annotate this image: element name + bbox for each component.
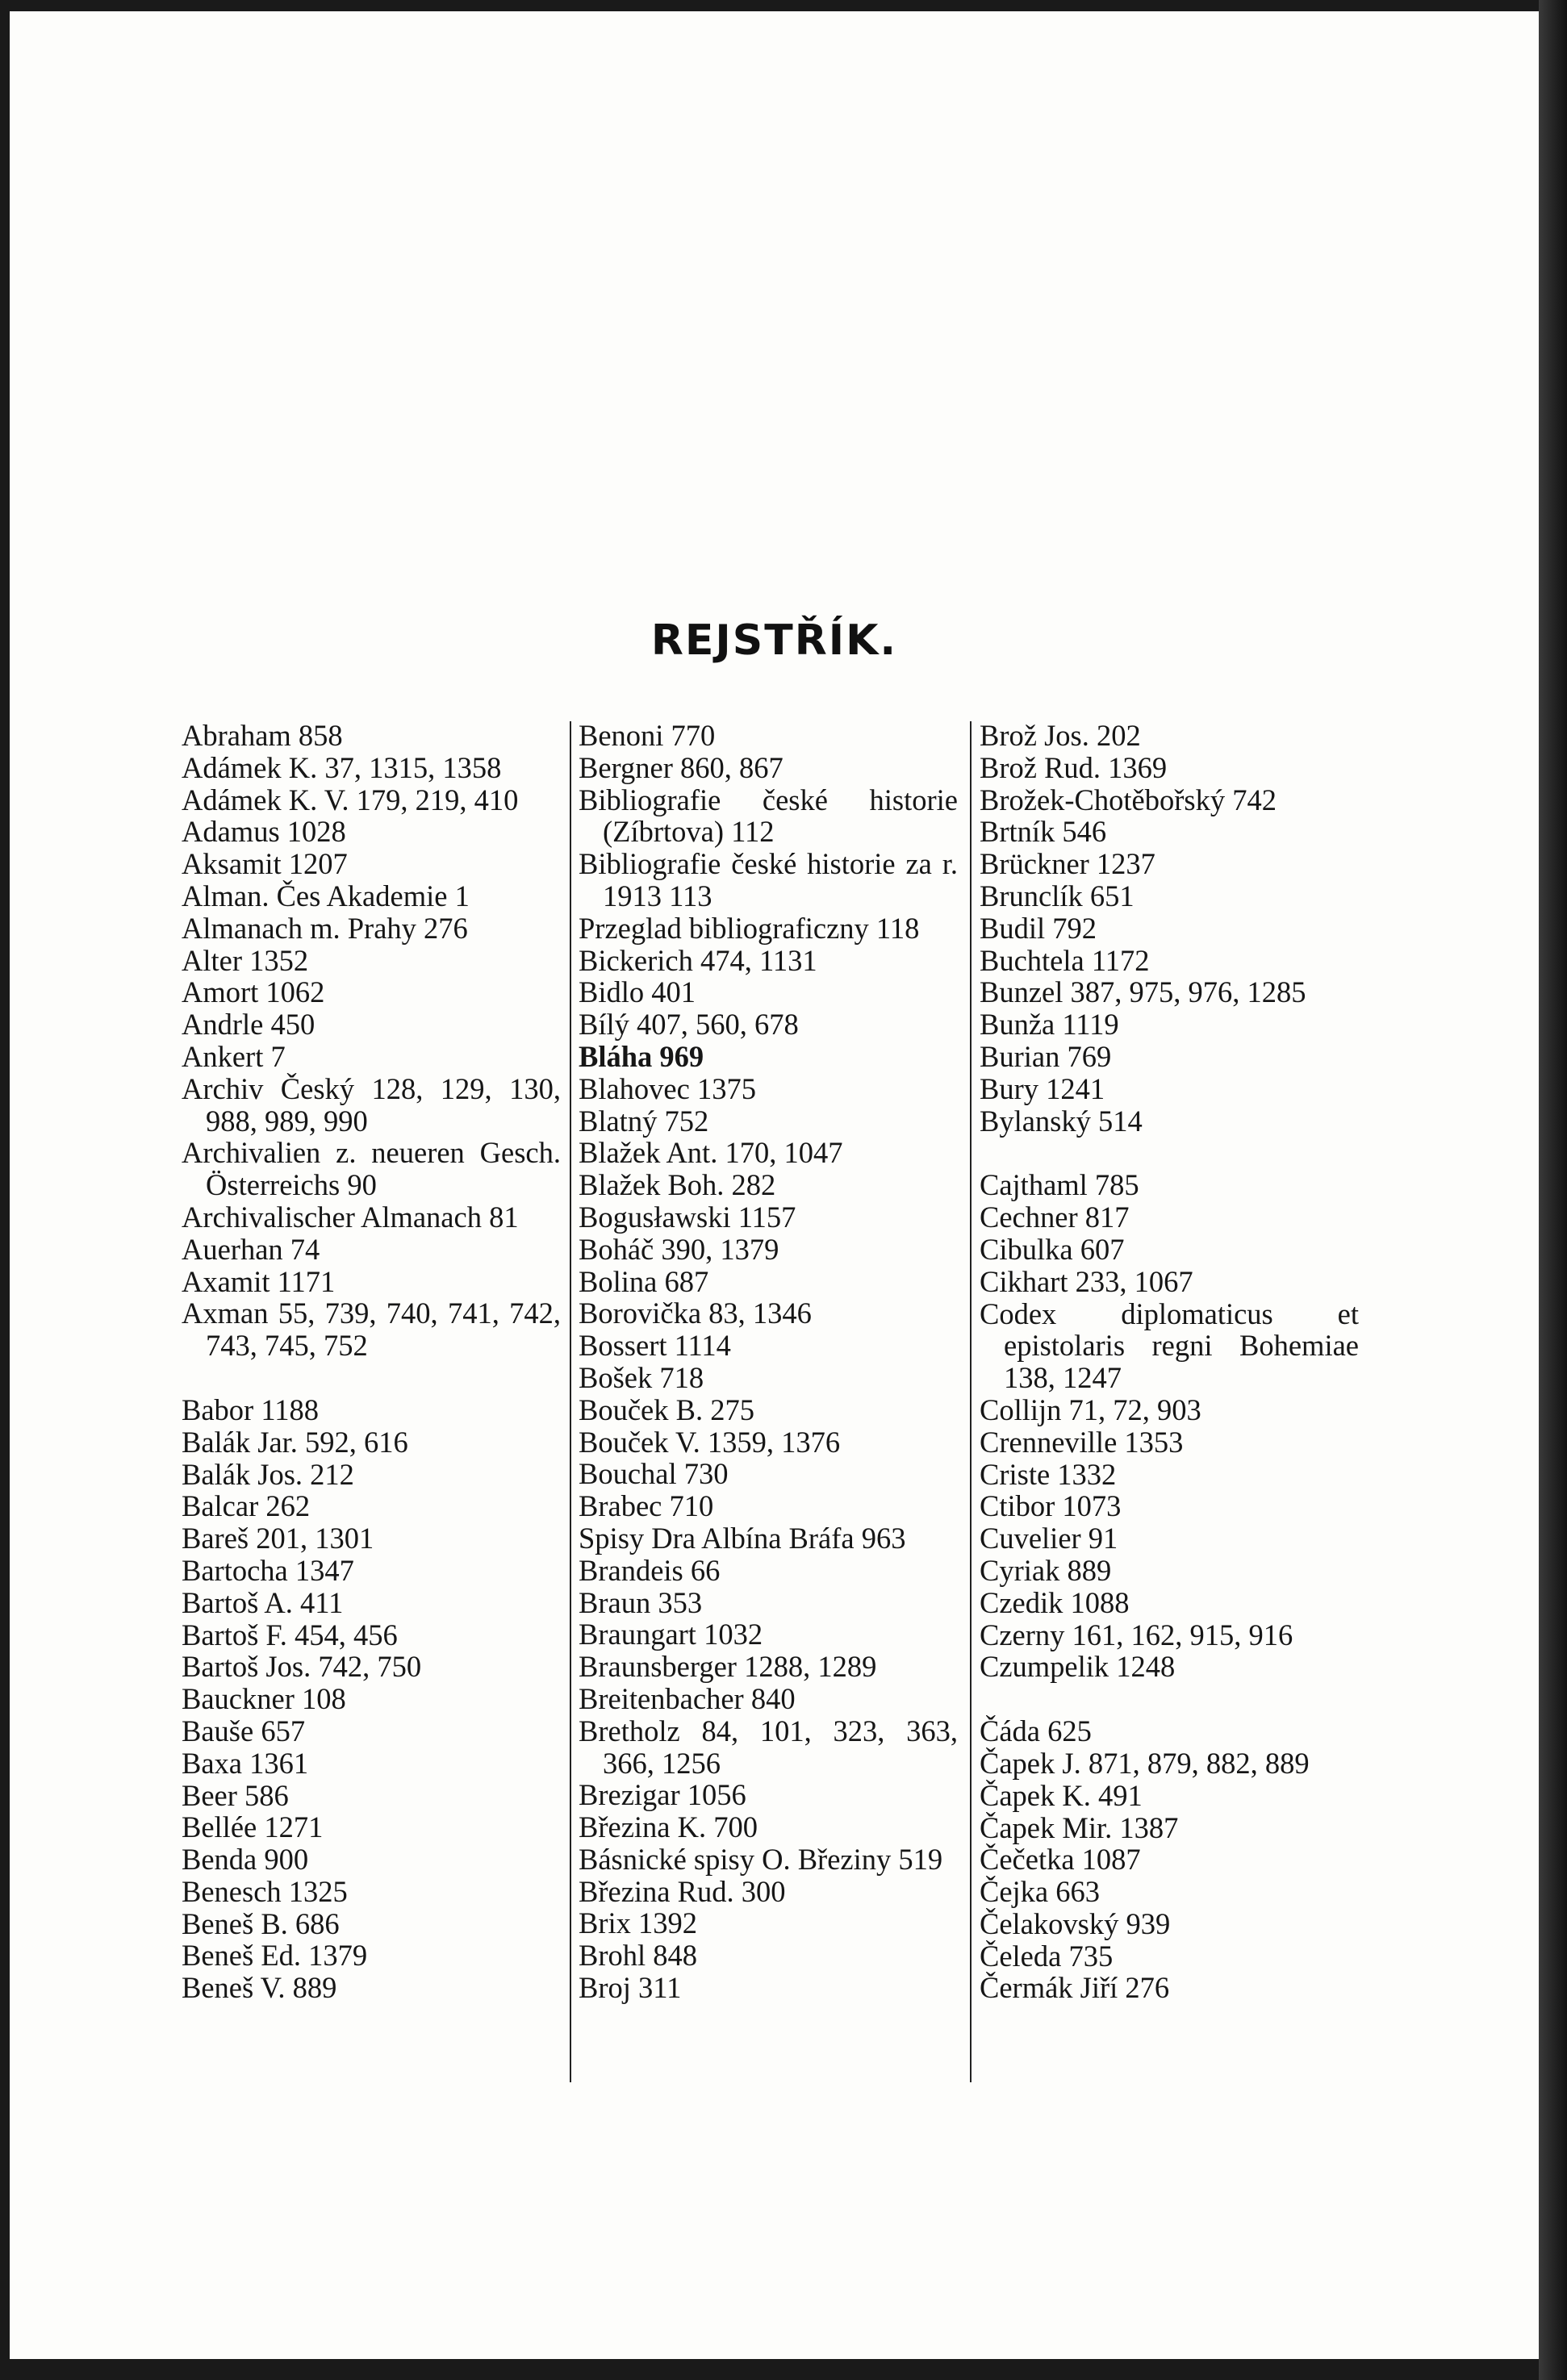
index-entry: Axman 55, 739, 740, 741, 742, 743, 745, 752 (182, 1296, 561, 1363)
index-column-1 (182, 720, 561, 2004)
index-entry: Brabec 710 (579, 1489, 714, 1523)
index-entry: Bouček B. 275 (579, 1393, 754, 1426)
index-entry: Adámek K. V. 179, 219, 410 (182, 783, 519, 816)
index-entry: Ankert 7 (182, 1039, 286, 1073)
index-entry: Andrle 450 (182, 1008, 315, 1042)
index-entry: Braunsberger 1288, 1289 (579, 1650, 877, 1684)
index-entry: Bretholz 84, 101, 323, 363, 366, 1256 (579, 1714, 958, 1780)
index-entry: Beneš Ed. 1379 (182, 1939, 368, 1973)
index-entry: Brožek-Chotěbořský 742 (980, 783, 1277, 816)
index-entry: Bauše 657 (182, 1714, 306, 1747)
index-entry: Balák Jar. 592, 616 (182, 1425, 408, 1459)
index-entry: Bošek 718 (579, 1360, 704, 1394)
index-entry: Bláha 969 (579, 1039, 704, 1073)
index-entry: Buchtela 1172 (980, 943, 1150, 977)
index-entry: Cuvelier 91 (980, 1522, 1118, 1555)
index-entry: Bunzel 387, 975, 976, 1285 (980, 975, 1306, 1009)
index-entry: Babor 1188 (182, 1393, 319, 1426)
index-entry: Bury 1241 (980, 1071, 1105, 1105)
index-entry: Borovička 83, 1346 (579, 1296, 812, 1330)
index-entry: Cikhart 233, 1067 (980, 1264, 1193, 1298)
index-entry: Bouchal 730 (579, 1457, 729, 1491)
index-entry: Budil 792 (980, 911, 1097, 945)
index-entry: Alter 1352 (182, 943, 309, 977)
index-entry: Čapek Mir. 1387 (980, 1810, 1179, 1844)
index-entry: Bartoš Jos. 742, 750 (182, 1650, 422, 1684)
index-entry: Czerny 161, 162, 915, 916 (980, 1618, 1293, 1651)
index-entry: Czedik 1088 (980, 1585, 1130, 1619)
index-entry: Czumpelik 1248 (980, 1650, 1176, 1684)
index-entry: Almanach m. Prahy 276 (182, 911, 468, 945)
index-entry: Aksamit 1207 (182, 847, 348, 881)
index-entry: Codex diplomaticus et epistolaris regni Bohemiae 138, 1247 (980, 1296, 1359, 1395)
letter-section-gap (980, 1683, 1359, 1715)
index-entry: Abraham 858 (182, 719, 343, 752)
index-entry: Breitenbacher 840 (579, 1681, 796, 1715)
page-edge (1539, 0, 1567, 2380)
index-page (10, 11, 1539, 2359)
index-entry: Brtník 546 (980, 815, 1107, 849)
index-entry: Benesch 1325 (182, 1874, 348, 1908)
index-entry: Blažek Ant. 170, 1047 (579, 1136, 843, 1170)
page-title: REJSTŘÍK. (650, 616, 898, 665)
index-entry: Balcar 262 (182, 1489, 311, 1523)
index-entry: Auerhan 74 (182, 1232, 320, 1266)
index-entry: Burian 769 (980, 1039, 1112, 1073)
index-entry: Criste 1332 (980, 1457, 1117, 1491)
index-entry: Bergner 860, 867 (579, 750, 784, 784)
letter-section-gap (182, 1362, 561, 1394)
index-entry: Beneš V. 889 (182, 1971, 337, 2005)
index-entry: Balák Jos. 212 (182, 1457, 354, 1491)
index-entry: Przeglad bibliograficzny 118 (579, 911, 920, 945)
index-entry: Brandeis 66 (579, 1553, 721, 1587)
index-entry: Brož Rud. 1369 (980, 750, 1168, 784)
index-entry: Adamus 1028 (182, 815, 346, 849)
index-entry: Collijn 71, 72, 903 (980, 1393, 1201, 1426)
column-divider (570, 721, 571, 2082)
index-entry: Březina K. 700 (579, 1810, 758, 1844)
index-entry: Ctibor 1073 (980, 1489, 1122, 1523)
index-entry: Axamit 1171 (182, 1264, 336, 1298)
index-entry: Bogusławski 1157 (579, 1200, 796, 1234)
index-entry: Beer 586 (182, 1778, 289, 1812)
index-entry: Bartocha 1347 (182, 1553, 354, 1587)
index-entry: Brohl 848 (579, 1939, 698, 1973)
index-entry: Blatný 752 (579, 1104, 709, 1138)
index-entry: Bibliografie české historie za r. 1913 113 (579, 847, 958, 912)
index-entry: Čejka 663 (980, 1875, 1101, 1909)
index-entry: Bartoš F. 454, 456 (182, 1618, 398, 1651)
index-entry: Spisy Dra Albína Bráfa 963 (579, 1521, 906, 1555)
index-entry: Čapek J. 871, 879, 882, 889 (980, 1746, 1310, 1780)
index-entry: Amort 1062 (182, 975, 325, 1009)
index-entry: Březina Rud. 300 (579, 1874, 786, 1908)
index-entry: Bartoš A. 411 (182, 1585, 344, 1619)
index-entry: Bauckner 108 (182, 1682, 346, 1716)
index-entry: Brückner 1237 (980, 847, 1155, 881)
index-entry: Bellée 1271 (182, 1810, 324, 1844)
index-entry: Cajthaml 785 (980, 1168, 1139, 1202)
index-entry: Baxa 1361 (182, 1746, 309, 1780)
column-divider (970, 721, 972, 2082)
index-entry: Blažek Boh. 282 (579, 1168, 776, 1202)
index-entry: Broj 311 (579, 1971, 682, 2005)
index-entry: Adámek K. 37, 1315, 1358 (182, 750, 502, 784)
index-entry: Bolina 687 (579, 1264, 709, 1298)
index-entry: Bareš 201, 1301 (182, 1522, 374, 1555)
index-entry: Archivalien z. neueren Gesch. Österreichs 90 (182, 1136, 561, 1202)
index-entry: Braungart 1032 (579, 1618, 763, 1651)
index-entry: Cyriak 889 (980, 1553, 1112, 1587)
index-entry: Brož Jos. 202 (980, 719, 1141, 752)
index-entry: Čelakovský 939 (980, 1906, 1171, 1940)
index-entry: Bidlo 401 (579, 975, 696, 1009)
index-entry: Brezigar 1056 (579, 1778, 746, 1812)
index-entry: Bylanský 514 (980, 1104, 1143, 1138)
index-entry: Bílý 407, 560, 678 (579, 1008, 799, 1042)
letter-section-gap (980, 1137, 1359, 1169)
index-entry: Čermák Jiří 276 (980, 1971, 1170, 2005)
index-entry: Brunclík 651 (980, 879, 1135, 912)
index-entry: Beneš B. 686 (182, 1906, 340, 1940)
index-entry: Bickerich 474, 1131 (579, 943, 817, 977)
index-entry: Blahovec 1375 (579, 1071, 756, 1105)
index-entry: Braun 353 (579, 1585, 703, 1619)
index-entry: Básnické spisy O. Březiny 519 (579, 1842, 943, 1876)
index-entry: Čečetka 1087 (980, 1843, 1141, 1877)
index-entry: Čáda 625 (980, 1714, 1092, 1748)
index-column-2 (579, 720, 958, 2004)
index-entry: Bunža 1119 (980, 1008, 1119, 1042)
index-entry: Cechner 817 (980, 1200, 1130, 1234)
index-entry: Brix 1392 (579, 1906, 698, 1940)
index-entry: Archivalischer Almanach 81 (182, 1200, 519, 1234)
index-entry: Archiv Český 128, 129, 130, 988, 989, 990 (182, 1071, 561, 1138)
index-entry: Cibulka 607 (980, 1232, 1125, 1266)
index-entry: Bibliografie české historie (Zíbrtova) 112 (579, 783, 958, 849)
index-entry: Alman. Čes Akademie 1 (182, 879, 470, 912)
index-entry: Čapek K. 491 (980, 1778, 1143, 1812)
index-column-3 (980, 720, 1359, 2004)
index-entry: Crenneville 1353 (980, 1425, 1184, 1459)
index-entry: Bouček V. 1359, 1376 (579, 1425, 841, 1459)
index-entry: Boháč 390, 1379 (579, 1232, 779, 1266)
index-entry: Benoni 770 (579, 719, 716, 752)
index-entry: Čeleda 735 (980, 1939, 1114, 1973)
index-entry: Bossert 1114 (579, 1329, 731, 1363)
index-entry: Benda 900 (182, 1843, 309, 1877)
